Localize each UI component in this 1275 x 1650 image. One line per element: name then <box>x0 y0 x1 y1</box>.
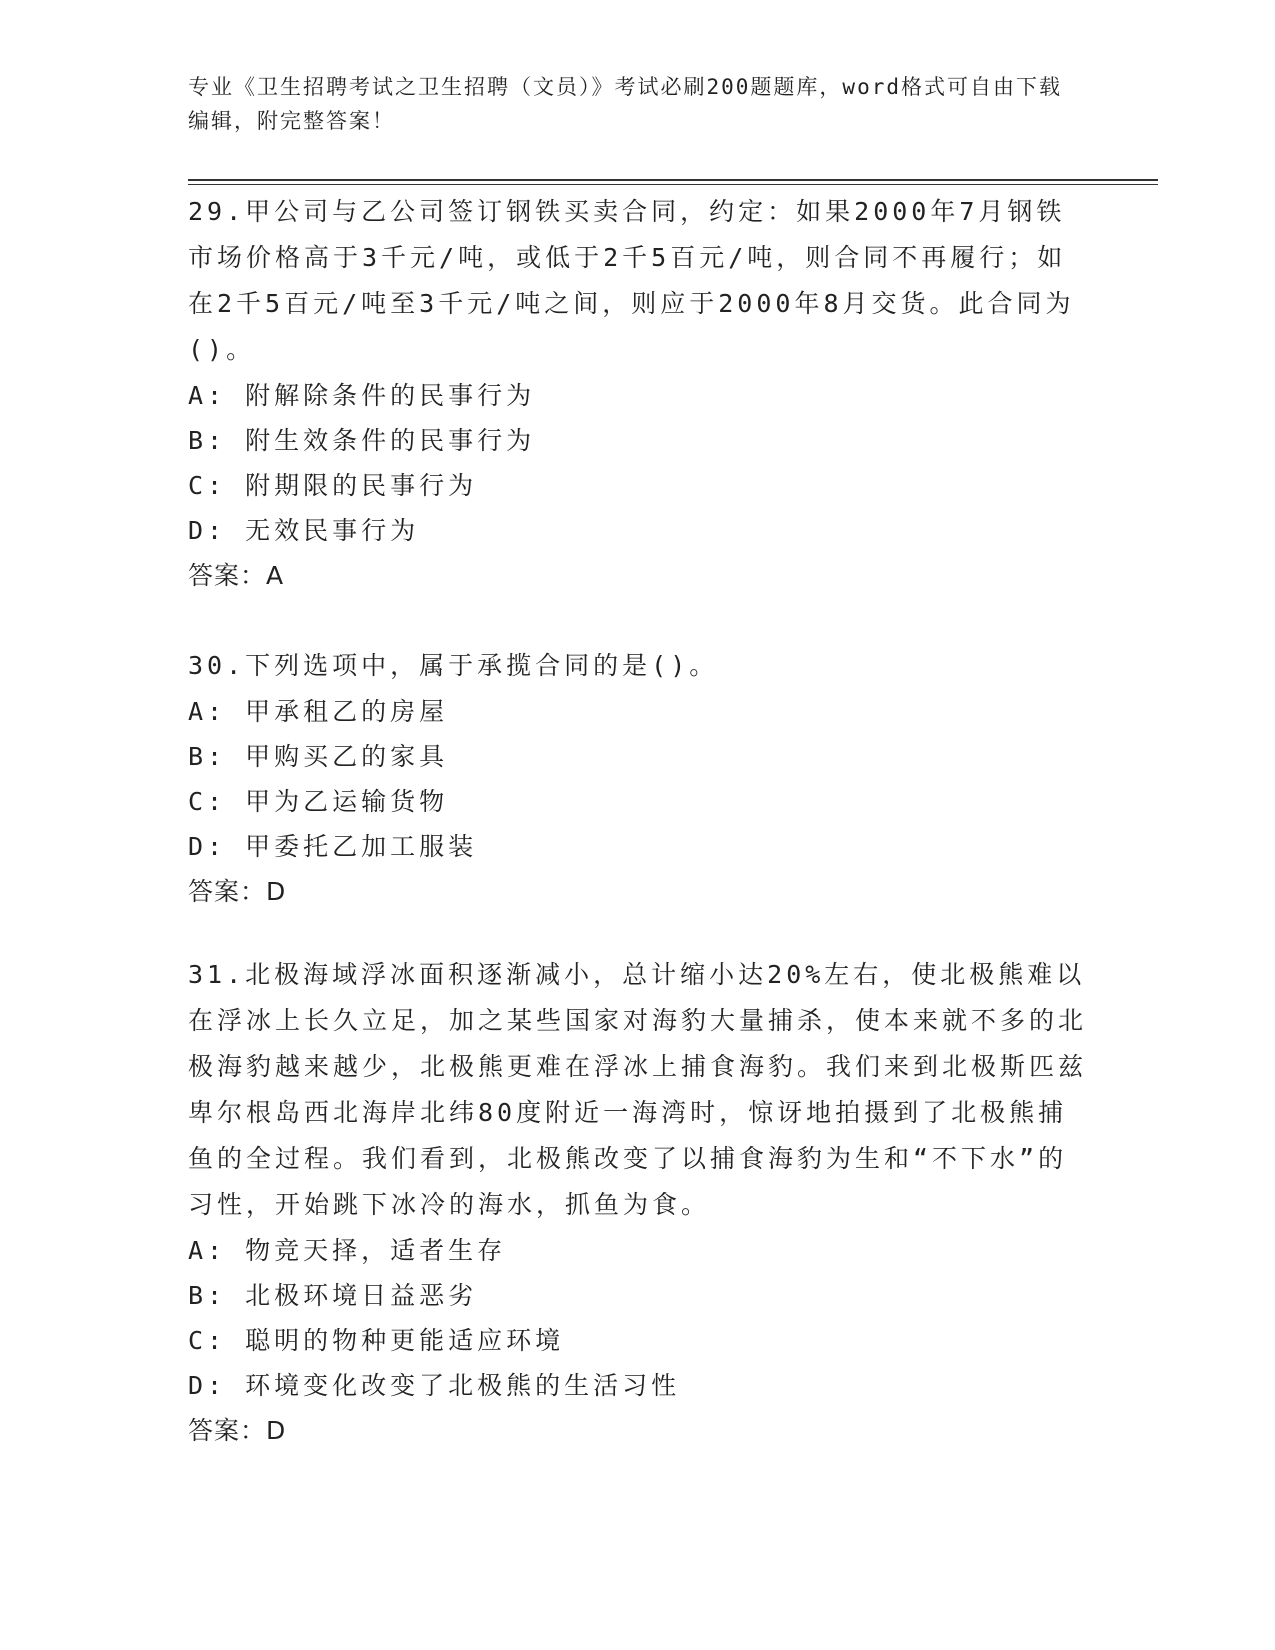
option-d: D: 环境变化改变了北极熊的生活习性 <box>188 1371 681 1400</box>
answer: 答案：D <box>188 877 287 906</box>
option-d: D: 无效民事行为 <box>188 516 420 545</box>
option-a: A: 甲承租乙的房屋 <box>188 697 449 726</box>
option-a: A: 附解除条件的民事行为 <box>188 381 536 410</box>
answer: 答案：D <box>188 1416 287 1445</box>
option-b: B: 北极环境日益恶劣 <box>188 1281 478 1310</box>
document-header: 专业《卫生招聘考试之卫生招聘（文员）》考试必刷200题题库，word格式可自由下载编辑，附完整答案！ <box>188 75 1062 133</box>
question-stem: 30.下列选项中，属于承揽合同的是()。 <box>188 651 719 680</box>
option-d: D: 甲委托乙加工服装 <box>188 832 478 861</box>
option-c: C: 聪明的物种更能适应环境 <box>188 1326 565 1355</box>
header-divider-thick <box>188 179 1158 181</box>
option-b: B: 甲购买乙的家具 <box>188 742 449 771</box>
question-stem: 29.甲公司与乙公司签订钢铁买卖合同，约定：如果2000年7月钢铁市场价格高于3千元/吨，或低于2千5百元/吨，则合同不再履行；如在2千5百元/吨至3千元/吨之间，则应于2000年8月交货。此合同为()。 <box>188 197 1075 364</box>
question-29 <box>188 189 1088 599</box>
option-a: A: 物竞天择，适者生存 <box>188 1236 507 1265</box>
option-c: C: 附期限的民事行为 <box>188 471 478 500</box>
option-b: B: 附生效条件的民事行为 <box>188 426 536 455</box>
option-c: C: 甲为乙运输货物 <box>188 787 449 816</box>
answer: 答案：A <box>188 561 285 590</box>
question-30 <box>188 643 1088 915</box>
question-stem: 31.北极海域浮冰面积逐渐减小，总计缩小达20%左右，使北极熊难以在浮冰上长久立足，加之某些国家对海豹大量捕杀，使本来就不多的北极海豹越来越少，北极熊更难在浮冰上捕食海豹。我们来到北极斯匹兹卑尔根岛西北海岸北纬80度附近一海湾时，惊讶地拍摄到了北极熊捕鱼的全过程。我们看到，北极熊改变了以捕食海豹为生和“不下水”的习性，开始跳下冰冷的海水，抓鱼为食。 <box>188 960 1088 1219</box>
question-31 <box>188 952 1088 1454</box>
header-divider-thin <box>188 184 1158 185</box>
